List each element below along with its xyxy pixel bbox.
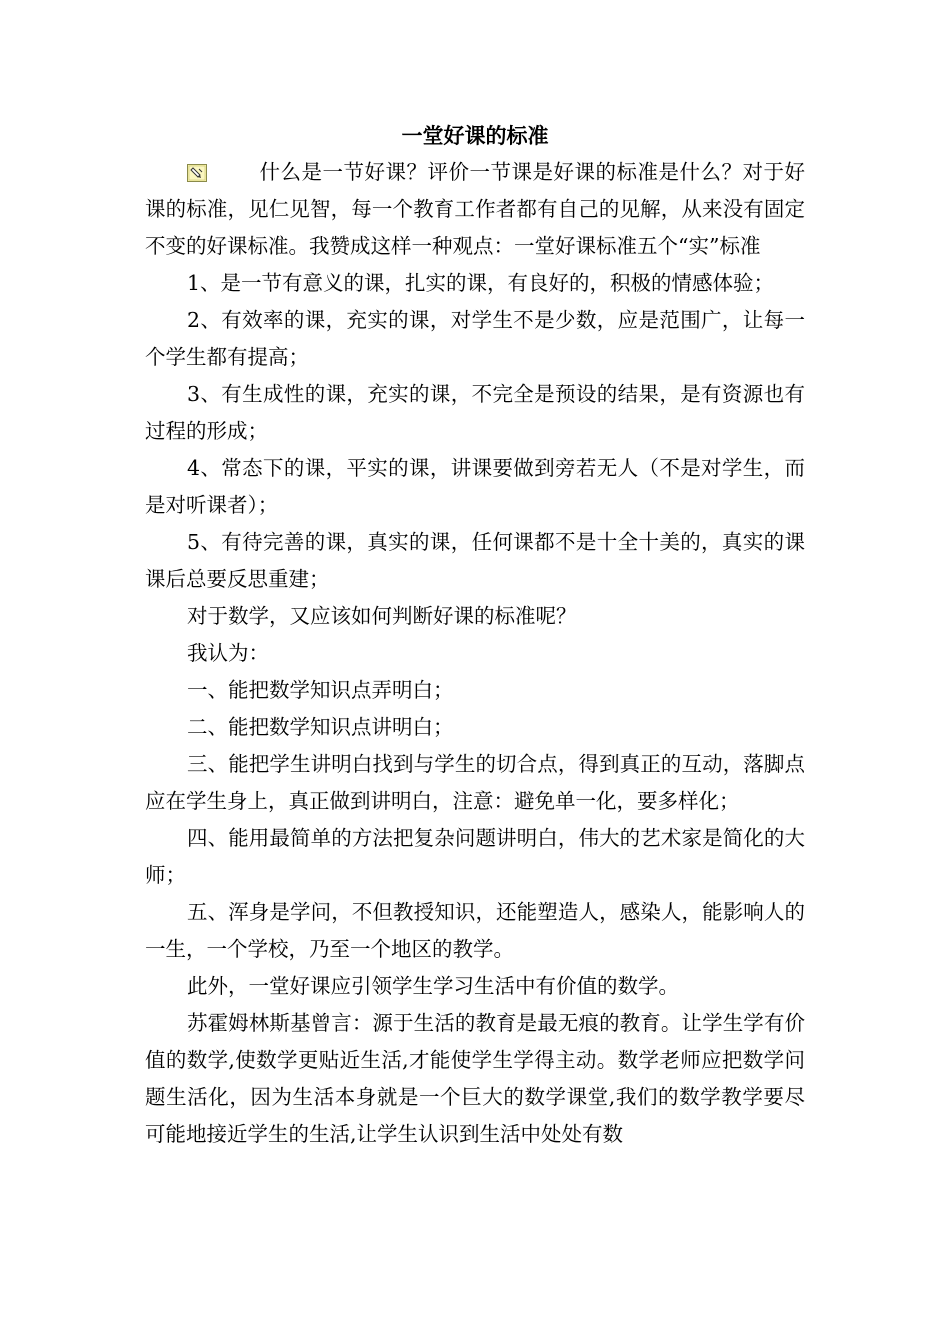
paragraph-3: 3、有生成性的课，充实的课，不完全是预设的结果，是有资源也有过程的形成； — [145, 382, 805, 443]
paragraph-11: 四、能用最简单的方法把复杂问题讲明白，伟大的艺术家是简化的大师； — [145, 826, 805, 887]
paragraph-10: 三、能把学生讲明白找到与学生的切合点，得到真正的互动，落脚点应在学生身上，真正做到讲明白，注意：避免单一化，要多样化； — [145, 752, 805, 813]
paragraph-14: 苏霍姆林斯基曾言：源于生活的教育是最无痕的教育。让学生学有价值的数学,使数学更贴近生活,才能使学生学得主动。数学老师应把数学问题生活化，因为生活本身就是一个巨大的数学课堂,我们的数学教学要尽可能地接近学生的生活,让学生认识到生活中处处有数 — [145, 1011, 805, 1146]
document-body — [145, 118, 805, 1153]
paragraph-7: 我认为： — [187, 641, 269, 665]
paragraph-6: 对于数学，又应该如何判断好课的标准呢？ — [187, 604, 577, 628]
document-title: 一堂好课的标准 — [401, 123, 549, 148]
paragraph-12: 五、浑身是学问，不但教授知识，还能塑造人，感染人，能影响人的一生，一个学校，乃至一个地区的教学。 — [145, 900, 805, 961]
paragraph-8: 一、能把数学知识点弄明白； — [187, 678, 454, 702]
intro-paragraph — [145, 154, 805, 265]
paragraph-13: 此外，一堂好课应引领学生学习生活中有价值的数学。 — [187, 974, 679, 998]
paragraph-2: 2、有效率的课，充实的课，对学生不是少数，应是范围广，让每一个学生都有提高； — [145, 308, 805, 369]
intro-text: 什么是一节好课？评价一节课是好课的标准是什么？对于好课的标准，见仁见智，每一个教育工作者都有自己的见解，从来没有固定不变的好课标准。我赞成这样一种观点：一堂好课标准五个“实”标准 — [145, 160, 805, 258]
memo-icon[interactable] — [187, 157, 207, 175]
paragraph-1: 1、是一节有意义的课，扎实的课，有良好的，积极的情感体验； — [187, 271, 775, 295]
paragraph-5: 5、有待完善的课，真实的课，任何课都不是十全十美的，真实的课课后总要反思重建； — [145, 530, 805, 591]
paragraph-9: 二、能把数学知识点讲明白； — [187, 715, 454, 739]
paragraph-4: 4、常态下的课，平实的课，讲课要做到旁若无人（不是对学生，而是对听课者）； — [145, 456, 805, 517]
